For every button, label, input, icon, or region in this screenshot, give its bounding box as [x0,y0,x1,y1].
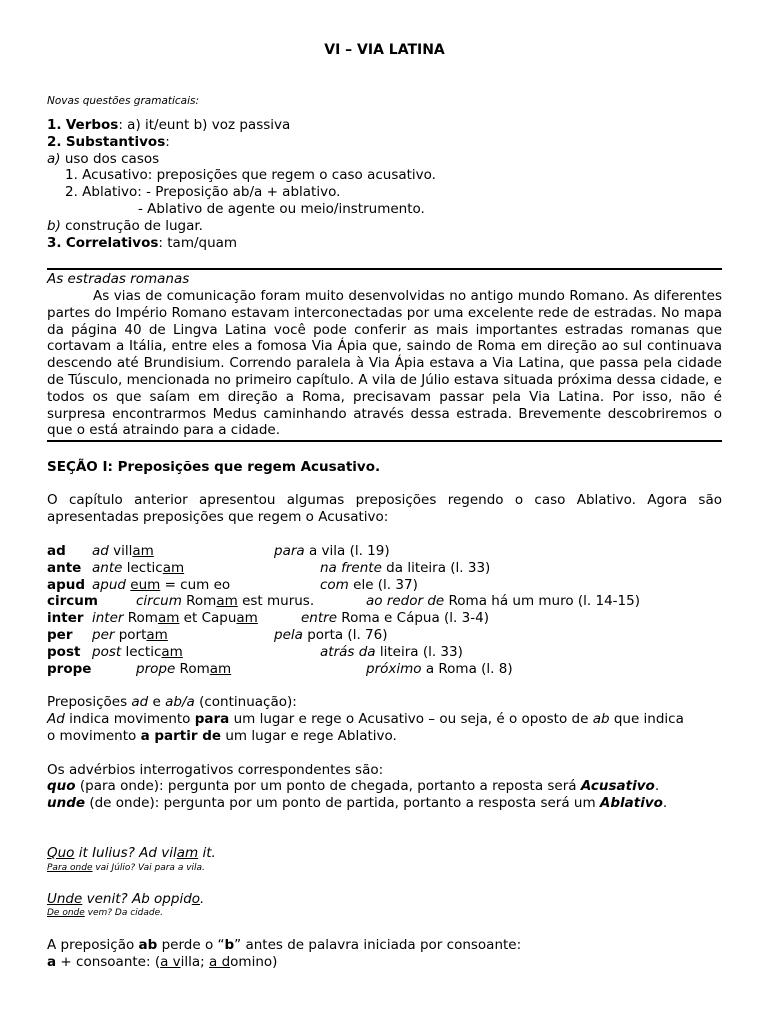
prep-latin-example: prope Romam [136,660,232,677]
prep-row-inter [47,610,722,627]
prep-word: circum [47,593,98,610]
page-title: VI – VIA LATINA [324,42,445,58]
prep-translation: entre Roma e Cápua (l. 3-4) [301,610,489,627]
prep-row-circum [47,593,722,610]
box-heading: As estradas romanas [47,271,190,287]
example-quo: Quo it Iulius? Ad vilam it. [47,845,216,861]
grammar-item-verbos: 1. Verbos: a) it/eunt b) voz passiva [47,117,291,133]
prep-word: post [47,643,81,660]
grammar-item-ablativo: 2. Ablativo: - Preposição ab/a + ablativo. [65,184,341,200]
prep-row-post [47,644,722,661]
prep-word: prope [47,660,92,677]
final-line-2: a + consoante: (a villa; a domino) [47,954,278,970]
grammar-item-construcao: b) construção de lugar. [47,218,203,234]
prep-translation: próximo a Roma (l. 8) [366,660,513,677]
grammar-item-correlativos: 3. Correlativos: tam/quam [47,235,238,251]
box-bottom-rule [47,440,722,442]
prep-row-prope [47,661,722,678]
prep-row-per [47,627,722,644]
prep-row-ante [47,560,722,577]
adv-line-1: Os advérbios interrogativos correspondentes são: [47,762,384,778]
prep-word: ad [47,543,66,559]
prep-word: inter [47,610,84,627]
box-paragraph: As vias de comunicação foram muito desenvolvidas no antigo mundo Romano. As diferentes partes do Império Romano estavam interconectadas por uma excelente rede de estradas. No mapa da página 40 de Lingva Latina você pode conferir as mais importantes estradas romanas que cortavam a Itália, entre eles a fomosa Via Ápia que, saindo de Roma em direção ao sul continuava descendo até Brundisium. Correndo paralela à Via Ápia estava a Via Latina, que passa pela cidade de Túsculo, mencionada no primeiro capítulo. A vila de Júlio estava situada próxima dessa cidade, e todos os que saíam em direção a Roma, precisavam passar pela Via Latina. Por isso, não é surpresa encontrarmos Medus caminhando através dessa estrada. Brevemente descobriremos o que o está atraindo para a cidade. [47,288,722,439]
grammar-item-substantivos: 2. Substantivos: [47,134,170,150]
adv-line-unde: unde (de onde): pergunta por um ponto de partida, portanto a resposta será um Ablativo. [47,795,668,811]
prep-latin-example: post lecticam [92,643,183,660]
prep-latin-example: ad villam [92,543,154,559]
example-unde: Unde venit? Ab oppido. [47,891,205,907]
section-intro-paragraph: O capítulo anterior apresentou algumas preposições regendo o caso Ablativo. Agora são apresentadas preposições que regem o Acusativo: [47,492,722,525]
prep-row-apud [47,577,722,594]
prep-latin-example: apud eum = cum eo [92,576,231,593]
prep-word: ante [47,559,82,576]
cont-line-3: o movimento a partir de um lugar e rege Ablativo. [47,728,397,744]
prep-latin-example: ante lecticam [92,559,185,576]
prep-latin-example: inter Romam et Capuam [92,610,258,627]
prep-translation: na frente da liteira (l. 33) [320,559,491,576]
example-quo-translation: Para onde vai Júlio? Vai para a vila. [47,863,205,873]
prep-translation: pela porta (l. 76) [274,627,388,643]
section-heading: SEÇÃO I: Preposições que regem Acusativo. [47,459,381,475]
prep-latin-example: circum Romam est murus. [136,593,315,610]
cont-line-1: Preposições ad e ab/a (continuação): [47,694,297,710]
prep-translation: com ele (l. 37) [320,576,418,593]
prep-translation: atrás da liteira (l. 33) [320,643,463,660]
grammar-item-uso-casos: a) uso dos casos [47,151,160,167]
grammar-item-acusativo: 1. Acusativo: preposições que regem o caso acusativo. [65,167,436,183]
intro-label: Novas questões gramaticais: [47,95,200,107]
final-line-1: A preposição ab perde o “b” antes de palavra iniciada por consoante: [47,937,522,953]
prep-word: apud [47,576,86,593]
grammar-item-ablativo-agente: - Ablativo de agente ou meio/instrumento. [138,201,425,217]
cont-line-2: Ad indica movimento para um lugar e rege o Acusativo – ou seja, é o oposto de ab que indica [47,711,684,727]
prep-latin-example: per portam [92,627,168,643]
box-top-rule [47,268,722,270]
prep-translation: para a vila (l. 19) [274,543,390,559]
example-unde-translation: De onde vem? Da cidade. [47,908,164,918]
prep-translation: ao redor de Roma há um muro (l. 14-15) [366,593,640,610]
prep-word: per [47,627,73,643]
prep-row-ad [47,543,722,560]
adv-line-quo: quo (para onde): pergunta por um ponto de chegada, portanto a reposta será Acusativo. [47,778,660,794]
